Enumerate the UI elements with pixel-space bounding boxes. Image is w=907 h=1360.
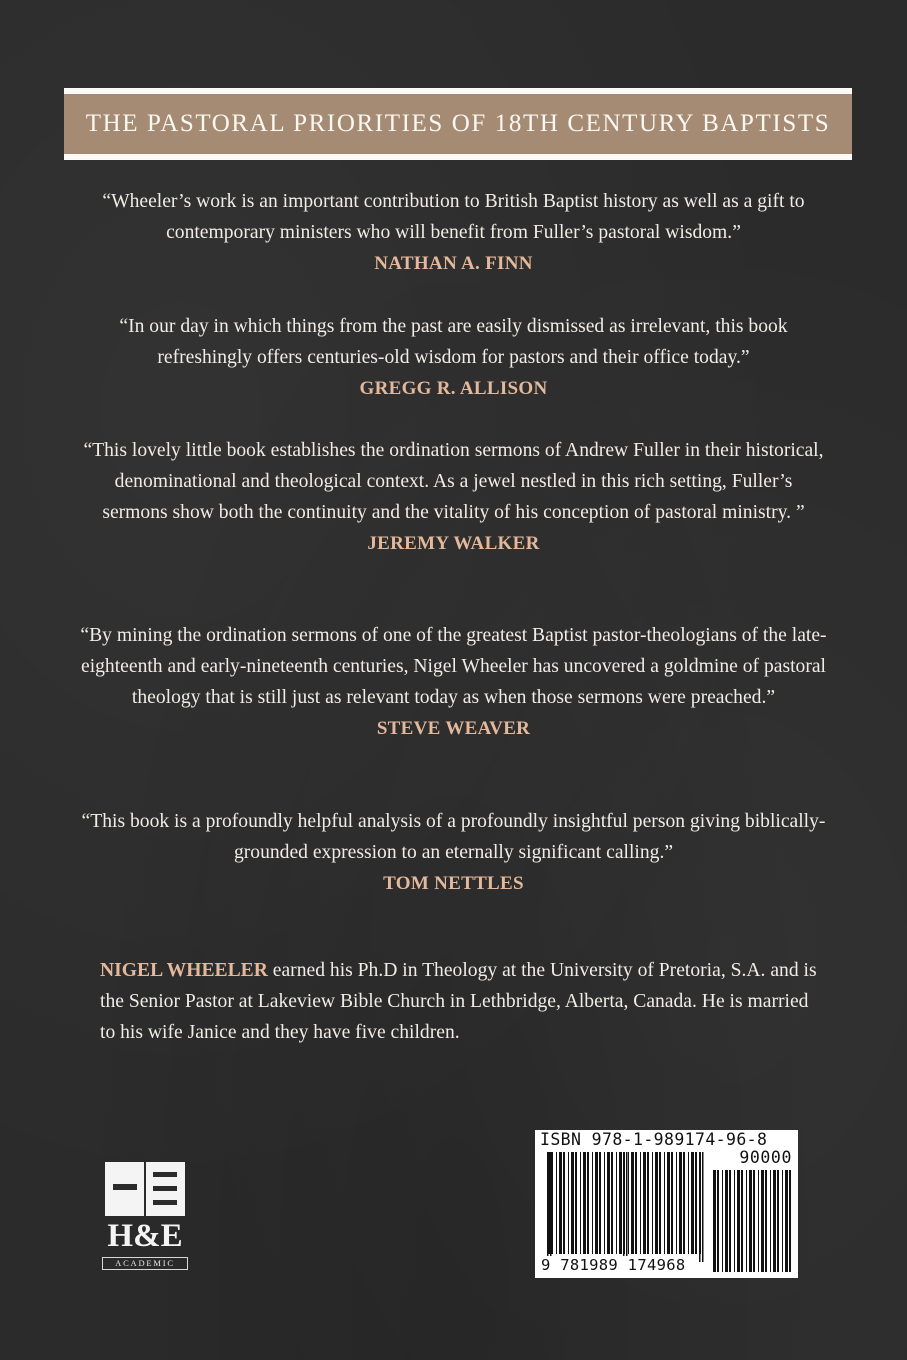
title-banner [64,88,852,160]
isbn-number: 9 781989 174968 [541,1256,686,1274]
book-icon [105,1162,185,1216]
endorsement-quote: “In our day in which things from the past are easily dismissed as irrelevant, this book refreshingly offers centuries-old wisdom for pastors and their office today.” [119,316,788,368]
endorsement [80,186,827,279]
endorsement-quote: “Wheeler’s work is an important contribution to British Baptist history as well as a gift to contemporary ministers who will benefit from Fuller’s pastoral wisdom.” [102,191,805,243]
endorsement-author: STEVE WEAVER [376,718,531,739]
bio-text: earned his Ph.D in Theology at the University of Pretoria, S.A. and is the Senior Pastor at Lakeview Bible Church in Lethbridge, Alberta, Canada. He is married to his wife Janice and they have five children. [100,960,817,1043]
barcode [535,1130,798,1278]
author-bio [100,955,820,1048]
endorsement-author: NATHAN A. FINN [374,253,533,274]
isbn-addon: 90000 [739,1148,792,1167]
isbn-label: ISBN 978-1-989174-96-8 [540,1130,768,1149]
endorsement [80,435,827,559]
endorsement [80,620,827,744]
endorsement-author: GREGG R. ALLISON [359,378,548,399]
publisher-name: H&E [107,1218,183,1254]
banner-title: THE PASTORAL PRIORITIES OF 18TH CENTURY BAPTISTS [64,94,852,154]
endorsement-quote: “This lovely little book establishes the ordination sermons of Andrew Fuller in their historical, denominational and theological context. As a jewel nestled in this rich setting, Fuller’s sermons show both the continuity and the vitality of his conception of pastoral ministry. ” [83,440,824,523]
endorsement [80,806,827,899]
endorsement-quote: “This book is a profoundly helpful analysis of a profoundly insightful person giving biblically-grounded expression to an eternally significant calling.” [81,811,826,863]
publisher-logo [96,1162,194,1274]
endorsement-author: TOM NETTLES [383,873,524,894]
publisher-subtext: ACADEMIC [102,1257,188,1270]
endorsement-quote: “By mining the ordination sermons of one of the greatest Baptist pastor-theologians of the late-eighteenth and early-nineteenth centuries, Nigel Wheeler has uncovered a goldmine of pastoral theology that is still just as relevant today as when those sermons were preached.” [80,625,827,708]
endorsement-author: JEREMY WALKER [367,533,540,554]
author-name: NIGEL WHEELER [100,960,268,981]
endorsement [80,311,827,404]
